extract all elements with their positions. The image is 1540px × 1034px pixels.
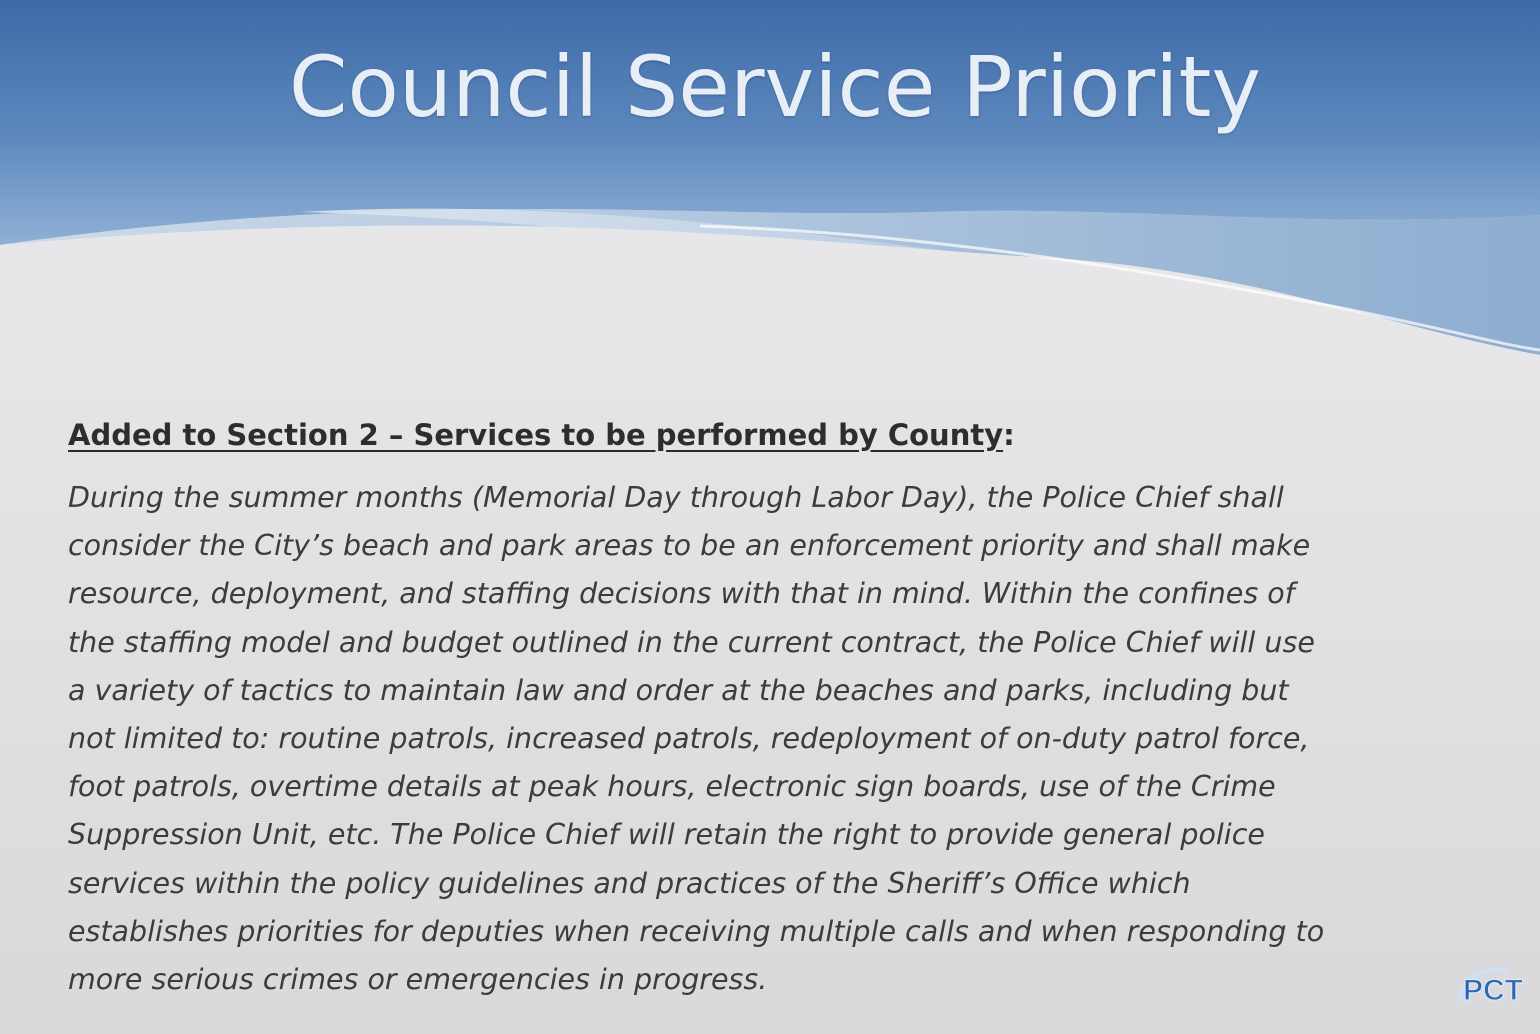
body-paragraph [68,474,1528,1004]
body-line: not limited to: routine patrols, increased patrols, redeployment of on-duty patrol force, [68,722,1310,756]
body-line: foot patrols, overtime details at peak hours, electronic sign boards, use of the Crime [68,770,1276,804]
body-line: resource, deployment, and staffing decisions with that in mind. Within the confines of [68,577,1295,611]
slide-title: Council Service Priority [288,38,1262,136]
body-line: Suppression Unit, etc. The Police Chief will retain the right to provide general police [68,818,1265,852]
body-line: establishes priorities for deputies when receiving multiple calls and when responding to [68,914,1325,948]
pct-logo-text: PCT [1463,974,1523,1007]
section-heading-text: Added to Section 2 – Services to be performed by County [68,418,1004,452]
section-heading [68,418,1528,452]
body-line: services within the policy guidelines and practices of the Sheriff’s Office which [68,866,1191,900]
pct-logo-icon [1453,962,1533,1012]
body-line: a variety of tactics to maintain law and order at the beaches and parks, including but [68,673,1289,707]
body-line: more serious crimes or emergencies in progress. [68,963,768,997]
section-heading-colon: : [1003,418,1015,452]
body-line: consider the City’s beach and park areas to be an enforcement priority and shall make [68,529,1311,563]
body-line: the staffing model and budget outlined in the current contract, the Police Chief will use [68,625,1315,659]
slide-content [68,418,1528,1004]
body-line: During the summer months (Memorial Day through Labor Day), the Police Chief shall [68,481,1284,514]
